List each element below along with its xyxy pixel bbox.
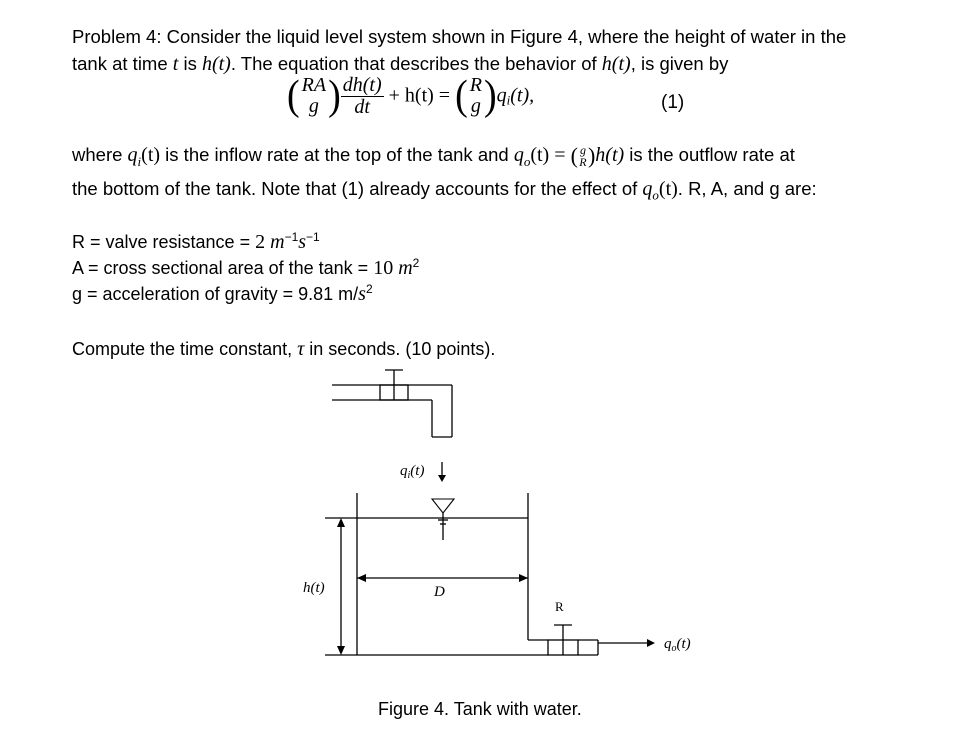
problem-text: Problem 4: Consider the liquid level system shown in Figure 4, where the height of water in the xyxy=(72,26,847,47)
equation-1: ( RA g ) $\frac{dh(t)}{dt}$ + h(t) = ( R g )$q_i(t)$, xyxy=(287,72,535,120)
outflow-arrowhead xyxy=(647,639,655,647)
inflow-arrowhead xyxy=(438,475,446,482)
question-text: Compute the time constant, xyxy=(72,339,298,359)
eq-frac-den: g xyxy=(308,95,319,117)
diameter-arrowhead-right xyxy=(519,574,528,582)
eq-frac-den: g xyxy=(470,95,481,117)
given-exp: 2 xyxy=(412,256,420,270)
eq-deriv-num: dh(t) xyxy=(342,73,382,96)
figure-caption: Figure 4. Tank with water. xyxy=(378,699,582,719)
given-exp: −1 xyxy=(306,230,320,244)
qo-label: $q_o(t)$ xyxy=(664,636,691,654)
eq-q: q xyxy=(496,84,507,107)
math-var: h(t) xyxy=(201,53,231,75)
height-arrowhead-bottom xyxy=(337,646,345,655)
qi-label: $q_i(t)$ xyxy=(400,463,425,481)
given-unit: m xyxy=(270,231,285,253)
eq-tail: (t), xyxy=(510,84,535,107)
given-unit: m xyxy=(398,257,413,279)
given-exp: 2 xyxy=(365,282,373,296)
given-exp: −1 xyxy=(284,230,299,244)
problem-text: tank at time xyxy=(72,53,173,74)
problem-text: is xyxy=(178,53,202,74)
water-level-symbol xyxy=(432,499,454,513)
where-text: is the inflow rate at the top of the tank and xyxy=(160,144,514,166)
where-frac-den: R xyxy=(579,155,587,170)
math-var: h(t) xyxy=(595,144,625,167)
height-arrowhead-top xyxy=(337,518,345,527)
given-label: g = acceleration of gravity = 9.81 m/ xyxy=(72,284,359,304)
given-value: 2 xyxy=(255,231,266,253)
question-text: in seconds. (10 points). xyxy=(304,339,496,359)
equation-number: (1) xyxy=(661,92,685,113)
given-value: 10 xyxy=(373,257,394,279)
where-text: the bottom of the tank. Note that (1) already accounts for the effect of xyxy=(72,178,643,199)
problem-text: . The equation that describes the behavior of xyxy=(230,53,602,74)
math-var: (t) xyxy=(141,144,161,167)
eq-frac-num: RA xyxy=(301,74,327,96)
math-var: h(t) xyxy=(601,53,631,75)
eq-frac-num: R xyxy=(469,74,482,96)
valve-r-label: R xyxy=(555,599,564,614)
math-var: q xyxy=(642,178,653,200)
given-unit: s xyxy=(298,231,307,253)
math-var: (t) xyxy=(658,178,678,200)
given-label: A = cross sectional area of the tank = xyxy=(72,258,374,278)
eq-deriv-den: dt xyxy=(354,95,370,118)
eq-q-sub: i xyxy=(506,92,511,108)
where-text: where xyxy=(72,144,128,166)
where-line-1: where $q_i(t)$ is the inflow rate at the top of the tank and $q_o(t)$ = ( g R )h(t) is the outflow rate at xyxy=(72,142,795,170)
math-var: (t) = xyxy=(530,144,566,167)
math-sub: i xyxy=(137,153,142,169)
tau-symbol: τ xyxy=(297,338,305,360)
where-frac-num: g xyxy=(579,142,586,157)
math-var: t xyxy=(172,53,179,75)
problem-text: , is given by xyxy=(630,53,729,74)
math-sub: o xyxy=(523,153,531,169)
eq-middle: + h(t) = xyxy=(388,84,451,107)
where-text: . R, A, and g are: xyxy=(677,178,817,199)
math-var: q xyxy=(127,144,138,167)
height-label: h(t) xyxy=(303,580,325,596)
diameter-label: D xyxy=(434,584,445,600)
given-unit: s xyxy=(358,283,366,305)
given-label: R = valve resistance = xyxy=(72,232,256,252)
math-var: q xyxy=(513,144,524,167)
diameter-arrowhead-left xyxy=(357,574,366,582)
math-sub: o xyxy=(652,187,659,203)
where-text: is the outflow rate at xyxy=(624,144,795,166)
